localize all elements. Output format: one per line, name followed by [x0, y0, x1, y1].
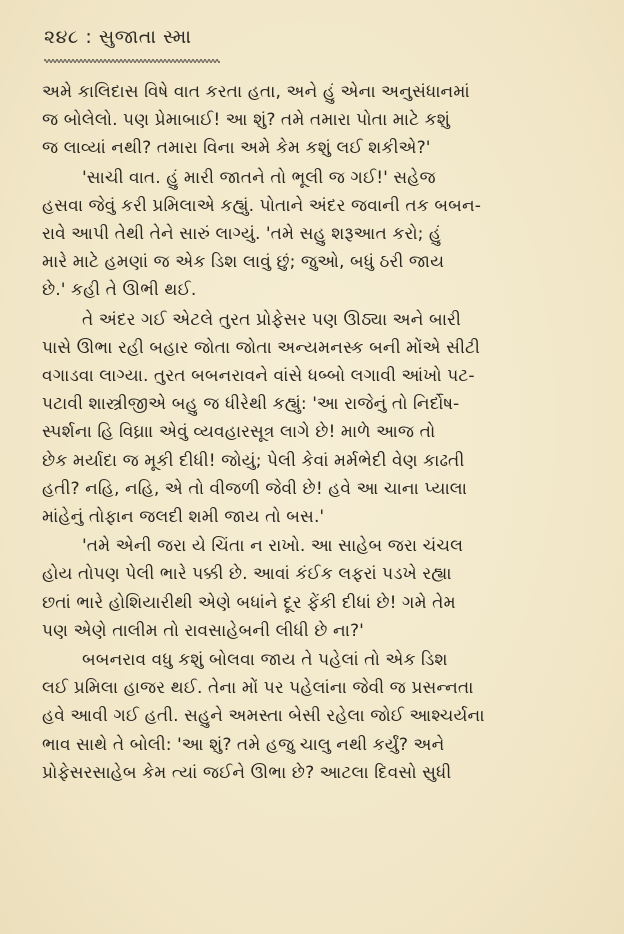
text-line: પટાવી શાસ્ત્રીજીએ બહુ જ ધીરેથી કહ્યું: 'આ રાજેનું તો નિર્દોષ- — [42, 394, 460, 415]
text-line: વગાડવા લાગ્યા. તુરત બબનરાવને વાંસે ધબ્બો લગાવી આંખો પટ- — [42, 366, 475, 387]
text-line: છે.' કહી તે ઊભી થઈ. — [42, 280, 197, 301]
text-line: ભાવ સાથે તે બોલી: 'આ શું? તમે હજુ ચાલુ નથી કર્યું? અને — [42, 734, 445, 755]
paragraph — [42, 532, 598, 645]
paragraph — [42, 78, 598, 163]
paragraph — [42, 306, 598, 532]
text-line: પ્રોફેસરસાહેબ કેમ ત્યાં જઈને ઊભા છે? આટલા દિવસો સુધી — [42, 762, 452, 783]
text-line: છતાં ભારે હોશિયારીથી એણે બધાંને દૂર ફેંકી દીધાં છે! ગમે તેમ — [42, 592, 456, 613]
text-line: હતી? નહિ, નહિ, એ તો વીજળી જેવી છે! હવે આ ચાના પ્યાલા — [42, 478, 468, 499]
text-line: રાવે આપી તેથી તેને સારું લાગ્યું. 'તમે સહુ શરૂઆત કરો; હું — [42, 224, 442, 245]
paragraph — [42, 646, 598, 787]
text-line: જ બોલેલો. પણ પ્રેમાબાઈ! આ શું? તમે તમારા પોતા માટે કશું — [42, 110, 450, 131]
text-line: હસવા જેવું કરી પ્રમિલાએ કહ્યું. પોતાને અંદર જવાની તક બબન- — [42, 195, 481, 216]
text-line: 'તમે એની જરા યે ચિંતા ન રાખો. આ સાહેબ જરા ચંચલ — [82, 536, 464, 557]
text-line: 'સાચી વાત. હું મારી જાતને તો ભૂલી જ ગઈ!' સહેજ — [82, 167, 436, 188]
running-head-wavy-rule — [44, 58, 220, 64]
text-line: છેક મર્યાદા જ મૂકી દીધી! જોયું; પેલી કેવાં મર્મભેદી વેણ કાઢતી — [42, 450, 465, 471]
text-line: અમે કાલિદાસ વિષે વાત કરતા હતા, અને હું એના અનુસંધાનમાં — [42, 82, 470, 102]
body-text — [42, 78, 598, 787]
text-line: હવે આવી ગઈ હતી. સહુને અમસ્તા બેસી રહેલા જોઈ આશ્ચર્યના — [42, 706, 485, 727]
text-line: હોય તોપણ પેલી ભારે પક્કી છે. આવાં કંઈક લફરાં પડખે રહ્યા — [42, 564, 452, 585]
text-line: સ્પર્શના હિ વિઘ્રા। એવું વ્યવહારસૂત્ર લાગે છે! માળે આજ તો — [42, 422, 436, 443]
text-line: તે અંદર ગઈ એટલે તુરત પ્રોફેસર પણ ઊઠ્યા અને બારી — [82, 309, 461, 330]
text-line: મારે માટે હમણાં જ એક ડિશ લાવું છું; જુઓ, બધું ઠરી જાય — [42, 252, 445, 273]
text-line: પાસે ઊભા રહી બહાર જોતા જોતા અન્યમનસ્ક બની મોંએ સીટી — [42, 337, 480, 358]
running-head: ૨૪૮ : સુજાતા સ્મા — [44, 26, 192, 48]
text-line: લઈ પ્રમિલા હાજર થઈ. તેના મોં પર પહેલાંના જેવી જ પ્રસન્નતા — [42, 678, 474, 699]
text-line: બબનરાવ વધુ કશું બોલવા જાય તે પહેલાં તો એક ડિશ — [82, 650, 448, 671]
text-line: જ લાવ્યાં નથી? તમારા વિના અમે કેમ કશું લઈ શકીએ?' — [42, 138, 431, 159]
text-line: માંહેનું તોફાન જલદી શમી જાય તો બસ.' — [42, 507, 325, 528]
text-line: પણ એણે તાલીમ તો રાવસાહેબની લીધી છે ના?' — [42, 620, 364, 641]
paragraph — [42, 164, 598, 305]
